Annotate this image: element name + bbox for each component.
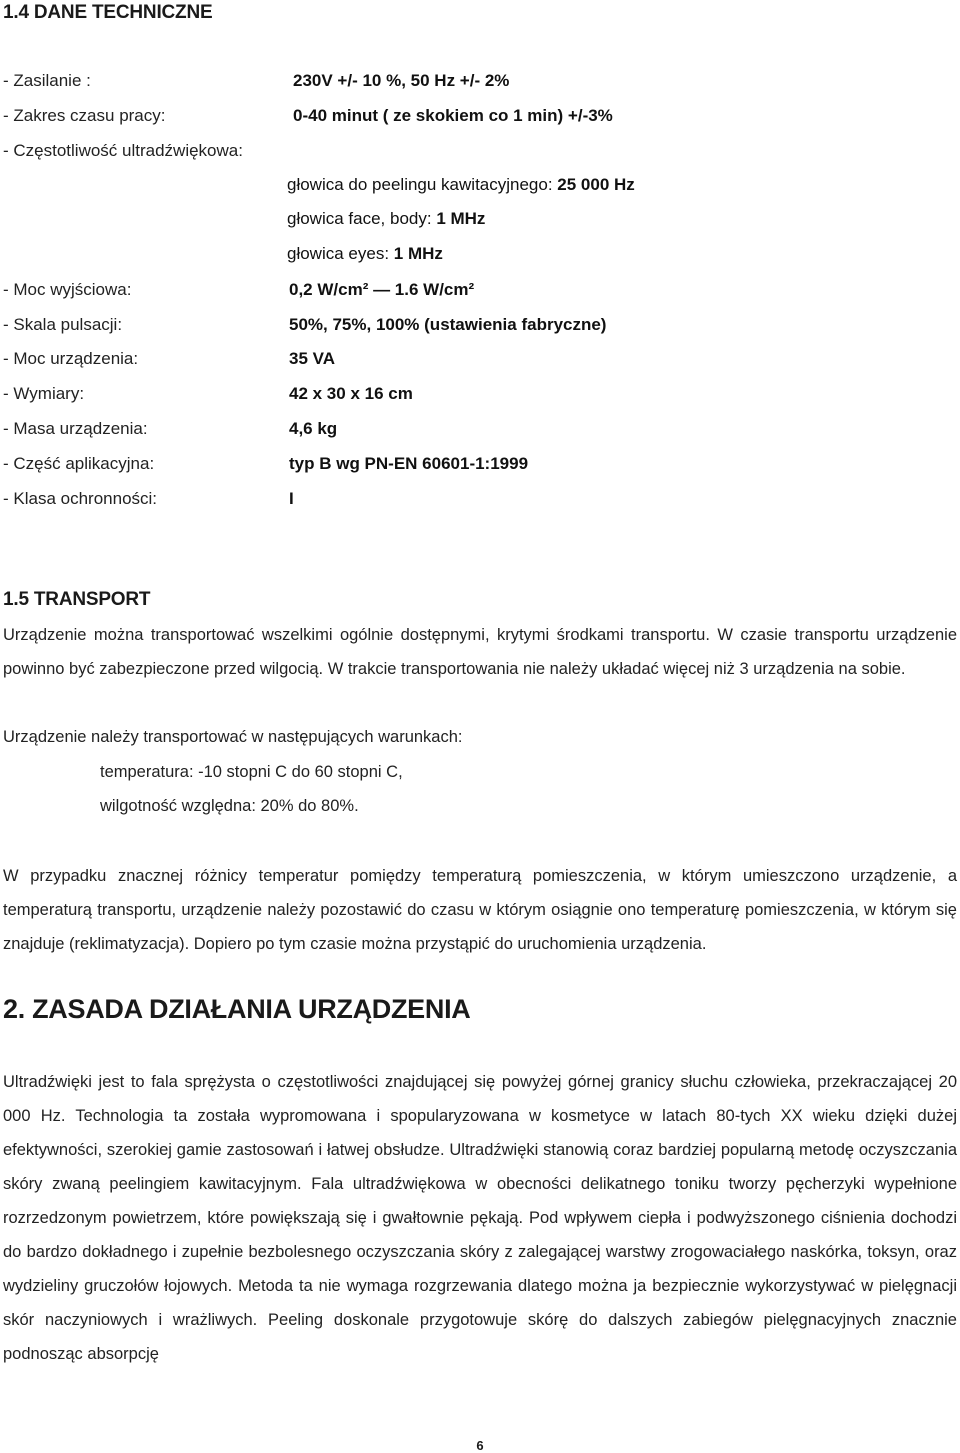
spec-label: - Moc urządzenia: [3, 349, 139, 368]
spec-value: typ B wg PN-EN 60601-1:1999 [289, 454, 529, 473]
spec-value: I [289, 489, 294, 508]
spec-value [287, 175, 635, 195]
spec-row-power-supply [3, 71, 953, 95]
spec-subvalue: 1 MHz [393, 244, 443, 263]
spec-label: - Klasa ochronności: [3, 489, 158, 508]
section-title-operating-principle: 2. ZASADA DZIAŁANIA URZĄDZENIA [3, 994, 471, 1024]
spec-label: - Masa urządzenia: [3, 419, 148, 438]
spec-row-eyes-head [3, 244, 953, 268]
spec-row-pulse-scale [3, 315, 953, 339]
spec-label: - Skala pulsacji: [3, 315, 123, 334]
spec-row-dimensions [3, 384, 953, 408]
spec-label: - Wymiary: [3, 384, 85, 403]
spec-subvalue: 25 000 Hz [557, 175, 635, 194]
spec-value: 35 VA [289, 349, 335, 368]
spec-value: 50%, 75%, 100% (ustawienia fabryczne) [289, 315, 607, 334]
spec-value: 0,2 W/cm² — 1.6 W/cm² [289, 280, 475, 299]
reclimatization-paragraph: W przypadku znacznej różnicy temperatur pomiędzy temperaturą pomieszczenia, w którym umieszczono urządzenie, a temperaturą transportu, urządzenie należy pozostawić do czasu w którym osiągnie ono temperaturę pomieszczenia, w którym się znajduje (reklimatyzacja). Dopiero po tym czasie można przystąpić do uruchomienia urządzenia. [3, 867, 957, 953]
spec-sublabel: głowica do peelingu kawitacyjnego: [287, 175, 558, 194]
spec-value: 4,6 kg [289, 419, 338, 438]
spec-value [287, 209, 485, 229]
spec-row-protection-class [3, 489, 953, 513]
spec-label: - Część aplikacyjna: [3, 454, 155, 473]
spec-row-applied-part [3, 454, 953, 478]
spec-row-operating-time [3, 106, 953, 130]
spec-row-weight [3, 419, 953, 443]
transport-condition-humidity: wilgotność względna: 20% do 80%. [100, 797, 359, 815]
spec-subvalue: 1 MHz [436, 209, 486, 228]
spec-label: - Zakres czasu pracy: [3, 106, 166, 125]
spec-row-ultrasound-frequency [3, 141, 953, 165]
transport-conditions-intro: Urządzenie należy transportować w następujących warunkach: [3, 728, 463, 746]
spec-sublabel: głowica eyes: [287, 244, 394, 263]
spec-row-output-power [3, 280, 953, 304]
spec-row-cavitation-head [3, 175, 953, 199]
transport-paragraph: Urządzenie można transportować wszelkimi ogólnie dostępnymi, krytymi środkami transportu. W czasie transportu urządzenie powinno być zabezpieczone przed wilgocią. W trakcie transportowania nie należy układać więcej niż 3 urządzenia na sobie. [3, 626, 957, 678]
spec-value: 230V +/- 10 %, 50 Hz +/- 2% [293, 71, 510, 90]
spec-row-face-body-head [3, 209, 953, 233]
page-number: 6 [476, 1438, 484, 1453]
spec-label: - Zasilanie : [3, 71, 91, 90]
spec-value: 0-40 minut ( ze skokiem co 1 min) +/-3% [293, 106, 613, 125]
spec-sublabel: głowica face, body: [287, 209, 437, 228]
section-title-transport: 1.5 TRANSPORT [3, 589, 151, 610]
section-title-technical-data: 1.4 DANE TECHNICZNE [3, 2, 213, 23]
spec-label: - Moc wyjściowa: [3, 280, 132, 299]
spec-row-device-power [3, 349, 953, 373]
spec-label: - Częstotliwość ultradźwiękowa: [3, 141, 243, 160]
operating-principle-paragraph: Ultradźwięki jest to fala sprężysta o częstotliwości znajdującej się powyżej górnej granicy słuchu człowieka, przekraczającej 20 000 Hz. Technologia ta została wypromowana i spopularyzowana w kosmetyce w latach 80-tych XX wieku dzięki dużej efektywności, szerokiej gamie zastosowań i łatwej obsłudze. Ultradźwięki stanowią coraz bardziej popularną metodę oczyszczania skóry zwaną peelingiem kawitacyjnym. Fala ultradźwiękowa w obecności delikatnego toniku tworzy pęcherzyki wypełnione rozrzedzonym powietrzem, które powiększają się i gwałtownie pękają. Pod wpływem ciepła i podwyższonego ciśnienia dochodzi do bardzo dokładnego i zupełnie bezbolesnego oczyszczania skóry z zalegającej warstwy zrogowaciałego naskórka, toksyn, oraz wydzieliny gruczołów łojowych. Metoda ta nie wymaga rozgrzewania dlatego można ja bezpiecznie wykorzystywać w pielęgnacji skór naczyniowych i wrażliwych. Peeling doskonale przygotowuje skórę do dalszych zabiegów pielęgnacyjnych znacznie podnosząc absorpcję [3, 1073, 957, 1363]
transport-condition-temperature: temperatura: -10 stopni C do 60 stopni C, [100, 763, 403, 781]
spec-value: 42 x 30 x 16 cm [289, 384, 413, 403]
spec-value [287, 244, 443, 264]
